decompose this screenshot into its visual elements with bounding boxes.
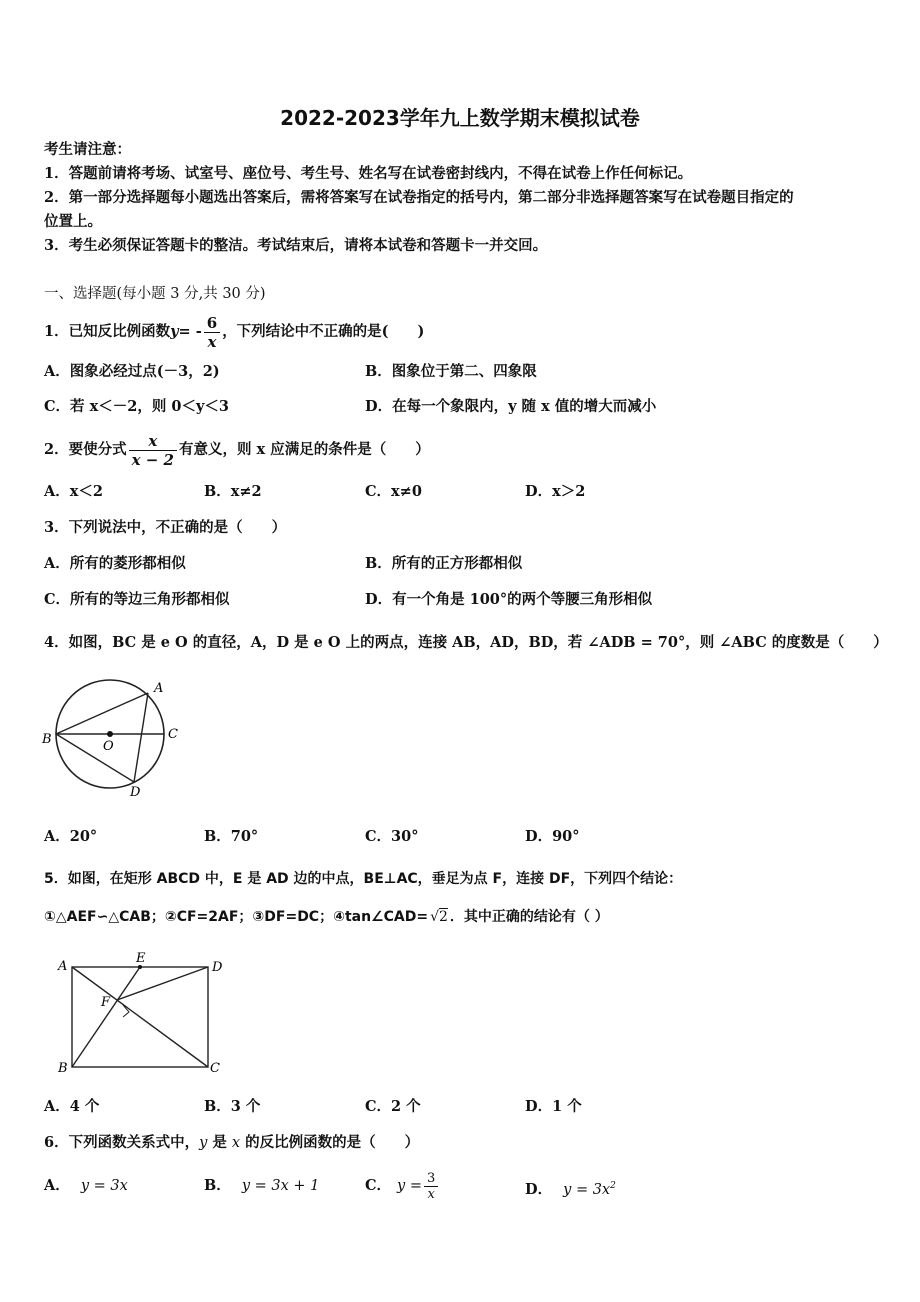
q5-label-d: D bbox=[212, 960, 223, 975]
q6-x: x bbox=[231, 1135, 241, 1151]
question-1 bbox=[44, 310, 424, 354]
q4-option-c[interactable]: C．30° bbox=[365, 828, 419, 845]
question-6 bbox=[44, 1133, 419, 1153]
q1-fraction bbox=[204, 314, 220, 351]
notice-item-1: 1．答题前请将考场、试室号、座位号、考生号、姓名写在试卷密封线内，不得在试卷上作任何标记。 bbox=[44, 165, 693, 182]
q6-option-d-expr: y = 3x bbox=[563, 1181, 611, 1198]
notice-item-2-cont: 位置上。 bbox=[44, 213, 102, 230]
q5-statements bbox=[44, 907, 609, 927]
notice-item-3: 3．考生必须保证答题卡的整洁。考试结束后，请将本试卷和答题卡一并交回。 bbox=[44, 237, 548, 254]
q6-option-a-expr: y = 3x bbox=[80, 1178, 128, 1194]
question-4: 4．如图，BC 是 e O 的直径，A，D 是 e O 上的两点，连接 AB，AD，BD，若 ∠ADB = 70°，则 ∠ABC 的度数是（ ） bbox=[44, 634, 888, 651]
q1-fraction-num: 6 bbox=[206, 313, 218, 332]
q4-line-bd bbox=[56, 734, 134, 782]
q4-option-b[interactable]: B．70° bbox=[204, 828, 259, 845]
q5-label-b: B bbox=[58, 1061, 68, 1076]
q6-option-d[interactable] bbox=[525, 1176, 616, 1200]
q6-option-d-exponent: 2 bbox=[610, 1181, 616, 1191]
q6-option-a[interactable] bbox=[44, 1176, 128, 1196]
q6-option-c[interactable] bbox=[365, 1164, 440, 1208]
q1-option-a[interactable]: A．图象必经过点(－3，2) bbox=[44, 363, 220, 380]
q1-eq: = - bbox=[178, 323, 202, 340]
q6-option-a-letter: A． bbox=[44, 1177, 70, 1194]
question-2 bbox=[44, 428, 430, 472]
q4-label-b: B bbox=[42, 732, 52, 747]
q2-option-b[interactable]: B．x≠2 bbox=[204, 483, 262, 500]
q2-fraction-num: x bbox=[148, 431, 158, 450]
q6-option-b-letter: B． bbox=[204, 1177, 231, 1194]
page-title: 2022-2023学年九上数学期末模拟试卷 bbox=[280, 106, 640, 130]
q5-label-a: A bbox=[58, 959, 68, 974]
q6-post: 的反比例函数的是（ ） bbox=[240, 1134, 420, 1151]
notice-heading: 考生请注意： bbox=[44, 141, 131, 158]
q2-fraction bbox=[129, 432, 177, 469]
q2-post: 有意义，则 x 应满足的条件是（ ） bbox=[179, 441, 430, 458]
q4-line-ad bbox=[134, 693, 148, 782]
q4-center-point bbox=[107, 731, 113, 737]
q3-option-a[interactable]: A．所有的菱形都相似 bbox=[44, 555, 186, 572]
q1-post: ，下列结论中不正确的是( ) bbox=[222, 323, 425, 340]
q1-var: y bbox=[170, 323, 179, 340]
q2-fraction-den: x − 2 bbox=[129, 450, 177, 469]
q5-option-c[interactable]: C．2 个 bbox=[365, 1098, 421, 1115]
q6-option-c-letter: C． bbox=[365, 1177, 392, 1194]
q6-option-c-den: x bbox=[424, 1186, 438, 1202]
q1-pre: 1．已知反比例函数 bbox=[44, 323, 171, 340]
q3-option-d[interactable]: D．有一个角是 100°的两个等腰三角形相似 bbox=[365, 591, 653, 608]
q2-option-c[interactable]: C．x≠0 bbox=[365, 483, 422, 500]
q4-label-a: A bbox=[154, 681, 164, 696]
q4-circle-figure bbox=[38, 676, 188, 802]
q5-sqrt: √2 bbox=[430, 909, 448, 925]
q4-label-c: C bbox=[168, 727, 178, 742]
q6-option-b[interactable] bbox=[204, 1176, 319, 1196]
q6-pre: 6．下列函数关系式中， bbox=[44, 1134, 200, 1151]
q4-option-d[interactable]: D．90° bbox=[525, 828, 580, 845]
q5-option-d[interactable]: D．1 个 bbox=[525, 1098, 582, 1115]
question-3: 3．下列说法中，不正确的是（ ） bbox=[44, 519, 287, 536]
q6-mid: 是 bbox=[207, 1134, 232, 1151]
q6-option-c-lhs: y = bbox=[397, 1178, 422, 1194]
q1-fraction-den: x bbox=[204, 332, 220, 351]
question-5: 5．如图，在矩形 ABCD 中，E 是 AD 边的中点，BE⊥AC，垂足为点 F，连接 DF，下列四个结论： bbox=[44, 871, 683, 887]
q5-statements-a: ①△AEF∽△CAB；②CF=2AF；③DF=DC；④tan∠CAD= bbox=[44, 909, 429, 925]
q6-option-d-letter: D． bbox=[525, 1180, 553, 1198]
q3-option-c[interactable]: C．所有的等边三角形都相似 bbox=[44, 591, 230, 608]
q2-pre: 2．要使分式 bbox=[44, 441, 127, 458]
q6-option-c-num: 3 bbox=[427, 1170, 436, 1186]
q5-option-a[interactable]: A．4 个 bbox=[44, 1098, 100, 1115]
q1-option-c[interactable]: C．若 x＜－2，则 0＜y＜3 bbox=[44, 398, 229, 415]
q5-statements-b: ．其中正确的结论有（ ） bbox=[449, 909, 609, 925]
notice-item-2: 2．第一部分选择题每小题选出答案后，需将答案写在试卷指定的括号内，第二部分非选择题答案写在试卷题目指定的 bbox=[44, 189, 794, 206]
q5-option-b[interactable]: B．3 个 bbox=[204, 1098, 261, 1115]
q4-label-o: O bbox=[103, 739, 114, 754]
q5-label-f: F bbox=[101, 995, 111, 1010]
q6-y: y bbox=[199, 1135, 208, 1151]
q3-option-b[interactable]: B．所有的正方形都相似 bbox=[365, 555, 523, 572]
q1-option-d[interactable]: D．在每一个象限内，y 随 x 值的增大而减小 bbox=[365, 398, 657, 415]
q4-option-a[interactable]: A．20° bbox=[44, 828, 98, 845]
q5-sqrt-value: 2 bbox=[438, 909, 448, 925]
q6-option-b-expr: y = 3x + 1 bbox=[241, 1178, 320, 1194]
q5-rectangle-figure bbox=[52, 950, 232, 1080]
q5-line-be bbox=[72, 967, 140, 1067]
q4-label-d: D bbox=[130, 785, 141, 800]
q1-option-b[interactable]: B．图象位于第二、四象限 bbox=[365, 363, 537, 380]
q5-diagonal-ac bbox=[72, 967, 208, 1067]
q5-line-df bbox=[117, 967, 208, 1000]
q5-label-e: E bbox=[136, 951, 146, 966]
q6-option-c-fraction bbox=[424, 1171, 438, 1202]
section-heading: 一、选择题(每小题 3 分,共 30 分) bbox=[44, 286, 266, 302]
q2-option-a[interactable]: A．x＜2 bbox=[44, 483, 103, 500]
q5-label-c: C bbox=[210, 1061, 220, 1076]
q2-option-d[interactable]: D．x＞2 bbox=[525, 483, 586, 500]
